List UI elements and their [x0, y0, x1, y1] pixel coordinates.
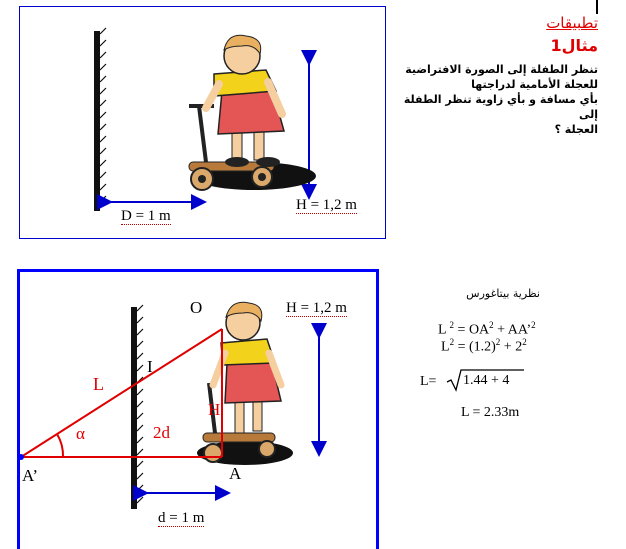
section-title: تطبيقات — [546, 14, 598, 32]
example-title: مثال1 — [550, 36, 598, 55]
point-I-label: I — [147, 357, 153, 376]
equation-3-radicand: 1.44 + 4 — [463, 373, 510, 388]
label-2d: 2d — [153, 423, 170, 442]
label-alpha: α — [76, 424, 85, 443]
problem-statement — [398, 62, 598, 137]
point-A-prime-label: A’ — [22, 466, 39, 485]
problem-line-1: تنظر الطفلة إلى الصورة الافتراضية — [405, 63, 598, 76]
girl-on-scooter-2 — [197, 302, 293, 465]
equation-3-lhs: L= — [420, 374, 437, 389]
label-H: H — [208, 400, 221, 419]
girl-on-scooter-1 — [189, 35, 316, 190]
equation-4: L = 2.33m — [461, 405, 520, 420]
distance-label-2: d = 1 m — [158, 510, 205, 526]
point-O-label: O — [190, 298, 203, 317]
equation-1: L $^2 = OA^2$ + AA’$^2$ — [438, 320, 536, 338]
problem-line-3: بأي مسافة و بأي زاوية تنظر الطفلة إلى — [403, 93, 598, 121]
mirror-wall-2 — [131, 305, 143, 509]
problem-line-4: العجلة ؟ — [554, 123, 598, 136]
theorem-title: نظرية بيتاغورس — [466, 287, 540, 300]
height-label-2: H = 1,2 m — [286, 300, 347, 316]
point-A-label: A — [229, 464, 242, 483]
cursor-bar — [596, 0, 598, 14]
height-label-1: H = 1,2 m — [296, 197, 357, 213]
label-L: L — [93, 374, 104, 394]
distance-label-1: D = 1 m — [121, 208, 171, 224]
problem-line-2: للعجلة الأمامية لدراجتها — [471, 78, 598, 91]
mirror-wall-1 — [94, 28, 106, 211]
geometry-triangle — [21, 329, 222, 457]
point-A-prime-marker — [18, 454, 24, 460]
equation-2: $L^2 = (1.2)^2 + 2^2$ — [441, 337, 527, 355]
